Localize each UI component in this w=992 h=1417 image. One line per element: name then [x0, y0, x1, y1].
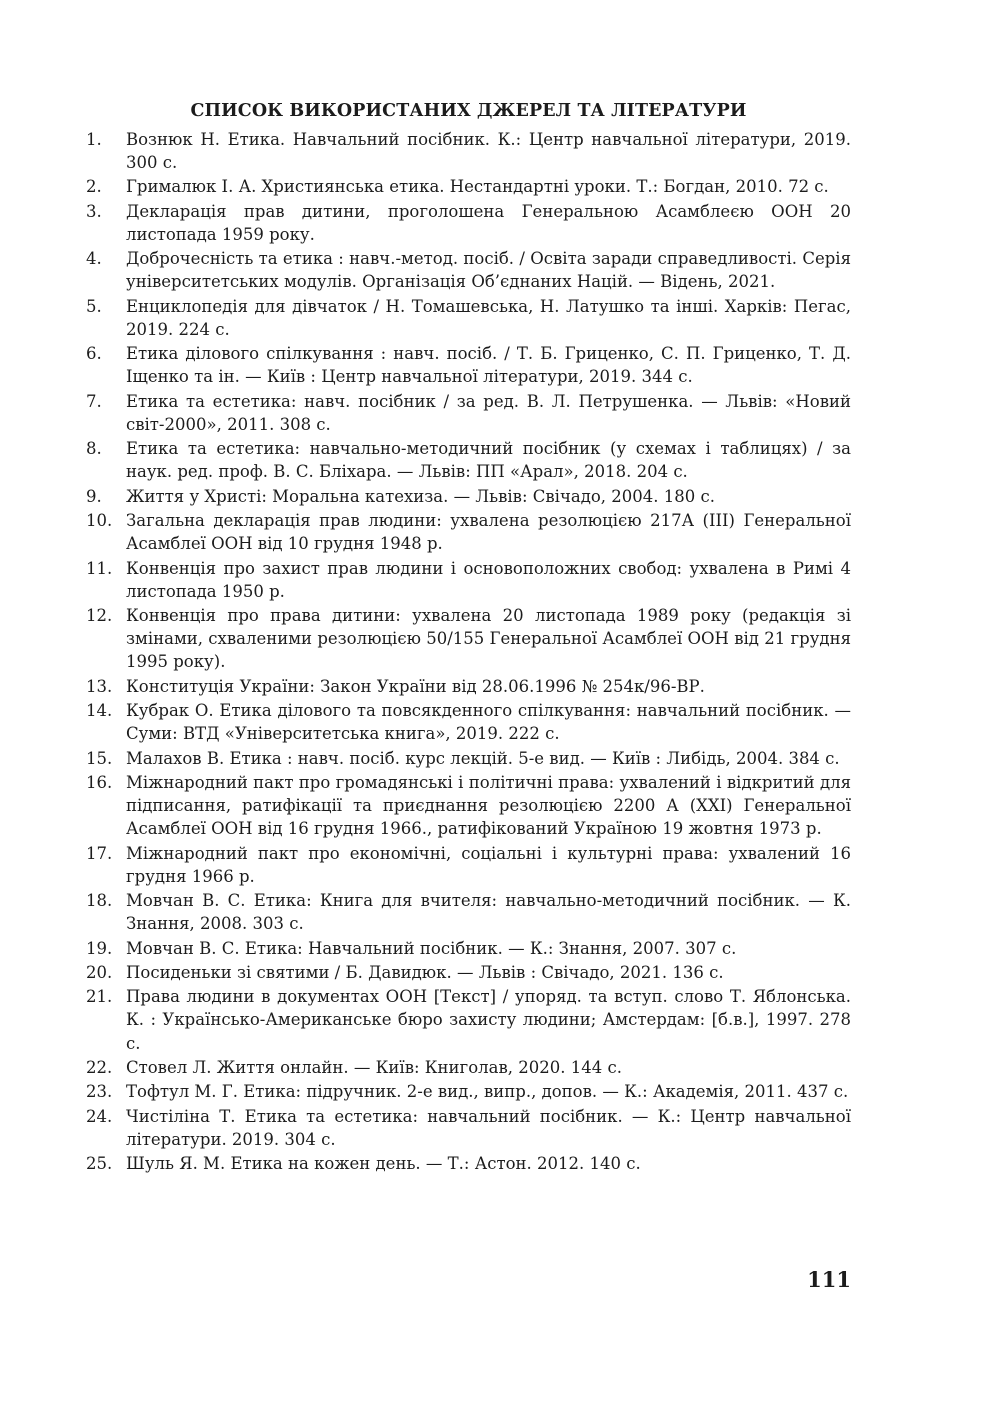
reference-number: 25. [86, 1154, 113, 1174]
reference-item [86, 747, 851, 770]
reference-item [86, 699, 851, 745]
reference-item [86, 175, 851, 198]
reference-text: Загальна декларація прав людини: ухвалена резолюцією 217А (ІІІ) Генеральної Асамблеї ООН від 10 грудня 1948 р. [126, 511, 851, 554]
reference-number: 20. [86, 962, 113, 982]
reference-item [86, 342, 851, 388]
reference-text: Доброчесність та етика : навч.-метод. посіб. / Освіта заради справедливості. Серія університетських модулів. Організація Об’єднаних Націй. — Відень, 2021. [126, 249, 851, 292]
reference-number: 16. [86, 772, 113, 792]
reference-item [86, 557, 851, 603]
reference-item [86, 509, 851, 555]
reference-text: Стовел Л. Життя онлайн. — Київ: Книголав, 2020. 144 с. [126, 1057, 622, 1077]
reference-text: Права людини в документах ООН [Текст] / упоряд. та вступ. слово Т. Яблонська. К. : Українсько-Американське бюро захисту людини; Амстердам: [б.в.], 1997. 278 с. [126, 987, 851, 1053]
reference-item [86, 985, 851, 1054]
reference-number: 8. [86, 439, 102, 459]
reference-text: Мовчан В. С. Етика: Книга для вчителя: навчально-методичний посібник. — К. Знання, 2008. 303 с. [126, 891, 851, 934]
reference-text: Міжнародний пакт про економічні, соціальні і культурні права: ухвалений 16 грудня 1966 р. [126, 843, 851, 886]
reference-number: 17. [86, 843, 113, 863]
reference-text: Вознюк Н. Етика. Навчальний посібник. К.: Центр навчальної літератури, 2019. 300 с. [126, 130, 851, 173]
reference-item [86, 937, 851, 960]
reference-number: 13. [86, 676, 113, 696]
reference-number: 10. [86, 511, 113, 531]
reference-number: 3. [86, 201, 102, 221]
reference-item [86, 842, 851, 888]
reference-text: Конвенція про захист прав людини і основоположних свобод: ухвалена в Римі 4 листопада 1950 р. [126, 558, 851, 601]
reference-number: 4. [86, 249, 102, 269]
reference-item [86, 771, 851, 840]
reference-text: Мовчан В. С. Етика: Навчальний посібник. — К.: Знання, 2007. 307 с. [126, 938, 737, 958]
reference-number: 23. [86, 1082, 113, 1102]
reference-number: 11. [86, 558, 113, 578]
reference-number: 5. [86, 296, 102, 316]
reference-number: 7. [86, 391, 102, 411]
reference-item [86, 961, 851, 984]
reference-text: Міжнародний пакт про громадянські і політичні права: ухвалений і відкритий для підписання, ратифікації та приєднання резолюцією 2200 А (XXI) Генеральної Асамблеї ООН від 16 грудня 1966., ратифікований Україною 19 жовтня 1973 р. [126, 772, 851, 839]
reference-item [86, 1105, 851, 1151]
reference-text: Посиденьки зі святими / Б. Давидюк. — Львів : Свічадо, 2021. 136 с. [126, 962, 724, 982]
reference-item [86, 128, 851, 174]
reference-item [86, 485, 851, 508]
reference-number: 12. [86, 606, 113, 626]
reference-item [86, 1152, 851, 1175]
page-number: 111 [807, 1267, 851, 1292]
reference-number: 6. [86, 344, 102, 364]
reference-text: Грималюк І. А. Християнська етика. Нестандартні уроки. Т.: Богдан, 2010. 72 с. [126, 177, 829, 197]
reference-number: 19. [86, 938, 113, 958]
reference-number: 18. [86, 891, 113, 911]
reference-item [86, 889, 851, 935]
reference-item [86, 247, 851, 293]
reference-item [86, 437, 851, 483]
reference-text: Етика ділового спілкування : навч. посіб. / Т. Б. Гриценко, С. П. Гриценко, Т. Д. Іщенко та ін. — Київ : Центр навчальної літератури, 2019. 344 с. [126, 344, 851, 387]
reference-text: Конвенція про права дитини: ухвалена 20 листопада 1989 року (редакція зі змінами, схваленими резолюцією 50/155 Генеральної Асамблеї ООН від 21 грудня 1995 року). [126, 606, 851, 672]
reference-number: 1. [86, 130, 102, 149]
reference-number: 22. [86, 1057, 113, 1077]
reference-text: Кубрак О. Етика ділового та повсякденного спілкування: навчальний посібник. — Суми: ВТД «Університетська книга», 2019. 222 с. [126, 701, 851, 744]
reference-number: 15. [86, 748, 113, 768]
page-title: СПИСОК ВИКОРИСТАНИХ ДЖЕРЕЛ ТА ЛІТЕРАТУРИ [190, 101, 747, 121]
reference-text: Етика та естетика: навчально-методичний посібник (у схемах і таблицях) / за наук. ред. проф. В. С. Бліхара. — Львів: ПП «Арал», 2018. 204 с. [126, 439, 851, 482]
reference-text: Малахов В. Етика : навч. посіб. курс лекцій. 5-е вид. — Київ : Либідь, 2004. 384 с. [126, 748, 840, 768]
reference-number: 14. [86, 701, 113, 721]
reference-number: 24. [86, 1106, 113, 1126]
reference-item [86, 604, 851, 673]
reference-list [86, 128, 851, 1177]
reference-text: Енциклопедія для дівчаток / Н. Томашевська, Н. Латушко та інші. Харків: Пегас, 2019. 224 с. [126, 296, 851, 339]
reference-item [86, 390, 851, 436]
reference-item [86, 295, 851, 341]
reference-item [86, 675, 851, 698]
reference-number: 9. [86, 486, 102, 506]
reference-text: Декларація прав дитини, проголошена Генеральною Асамблеєю ООН 20 листопада 1959 року. [126, 201, 851, 244]
reference-number: 2. [86, 177, 102, 197]
reference-text: Шуль Я. М. Етика на кожен день. — Т.: Астон. 2012. 140 с. [126, 1154, 641, 1174]
reference-text: Життя у Христі: Моральна катехиза. — Львів: Свічадо, 2004. 180 с. [126, 486, 715, 506]
reference-item [86, 1080, 851, 1103]
reference-text: Чистіліна Т. Етика та естетика: навчальний посібник. — К.: Центр навчальної літератури. 2019. 304 с. [126, 1106, 851, 1149]
reference-item [86, 1056, 851, 1079]
reference-text: Етика та естетика: навч. посібник / за ред. В. Л. Петрушенка. — Львів: «Новий світ-2000», 2011. 308 с. [126, 391, 851, 434]
reference-text: Тофтул М. Г. Етика: підручник. 2-е вид., випр., допов. — К.: Академія, 2011. 437 с. [126, 1082, 849, 1102]
reference-text: Конституція України: Закон України від 28.06.1996 № 254к/96-ВР. [126, 676, 705, 696]
reference-item [86, 200, 851, 246]
reference-number: 21. [86, 987, 113, 1007]
